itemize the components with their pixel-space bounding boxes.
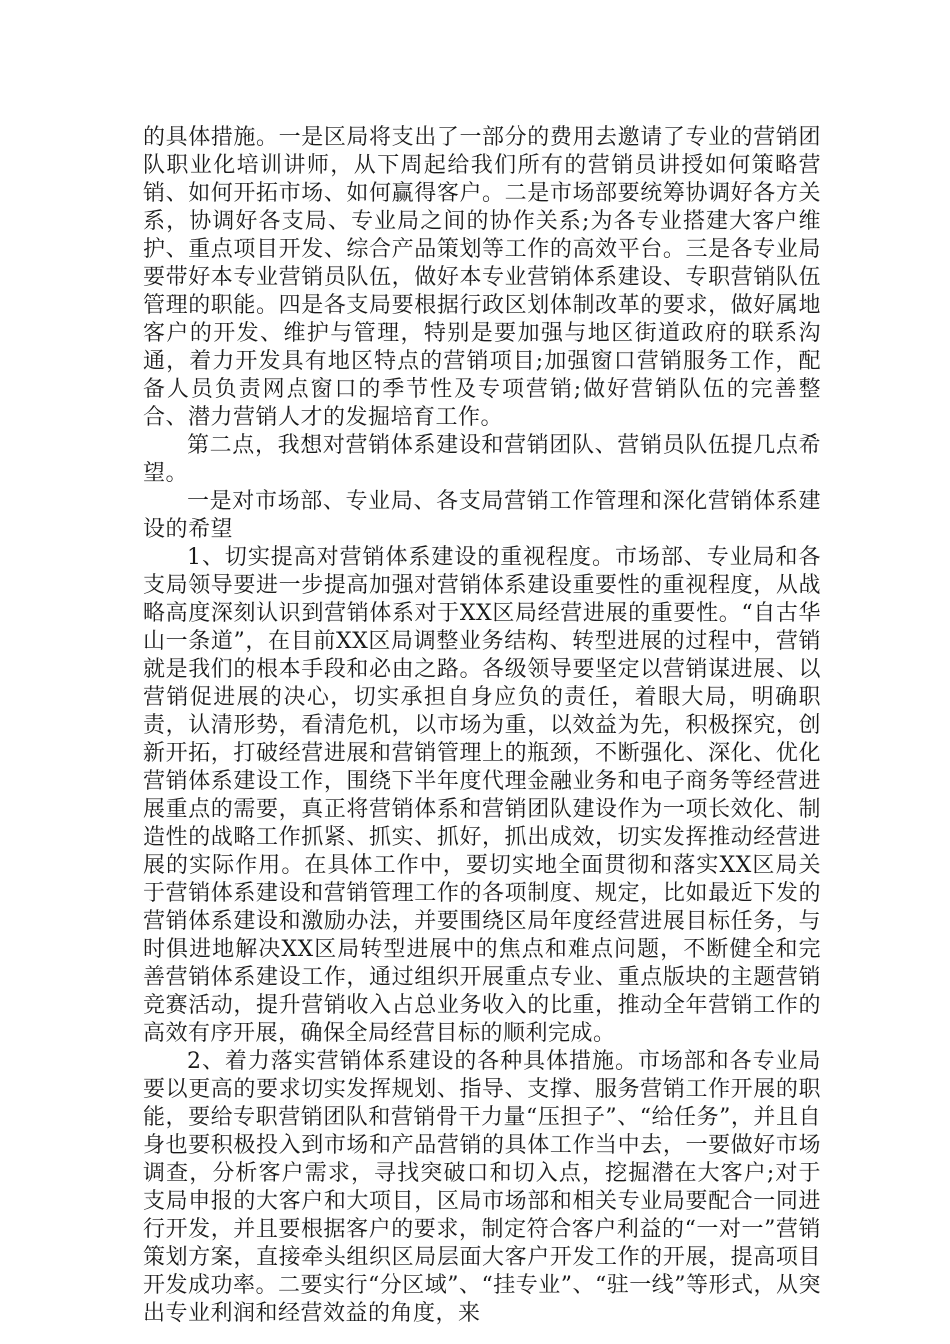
paragraph-item-1: 1、切实提高对营销体系建设的重视程度。市场部、专业局和各支局领导要进一步提高加强对营销体系建设重要性的重视程度，从战略高度深刻认识到营销体系对于XX区局经营进展的重要性。“自古华山一条道”，在目前XX区局调整业务结构、转型进展的过程中，营销就是我们的根本手段和必由之路。各级领导要坚定以营销谋进展、以营销促进展的决心，切实承担自身应负的责任，着眼大局，明确职责，认清形势，看清危机，以市场为重，以效益为先，积极探究，创新开拓，打破经营进展和营销管理上的瓶颈，不断强化、深化、优化营销体系建设工作，围绕下半年度代理金融业务和电子商务等经营进展重点的需要，真正将营销体系和营销团队建设作为一项长效化、制造性的战略工作抓紧、抓实、抓好，抓出成效，切实发挥推动经营进展的实际作用。在具体工作中，要切实地全面贯彻和落实XX区局关于营销体系建设和营销管理工作的各项制度、规定，比如最近下发的营销体系建设和激励办法，并要围绕区局年度经营进展目标任务，与时俱进地解决XX区局转型进展中的焦点和难点问题，不断健全和完善营销体系建设工作，通过组织开展重点专业、重点版块的主题营销竞赛活动，提升营销收入占总业务收入的比重，推动全年营销工作的高效有序开展，确保全局经营目标的顺利完成。	[143, 545, 821, 1046]
paragraph-second-point: 第二点，我想对营销体系建设和营销团队、营销员队伍提几点希望。	[143, 433, 821, 486]
paragraph-hope-heading: 一是对市场部、专业局、各支局营销工作管理和深化营销体系建设的希望	[143, 489, 821, 542]
document-body	[143, 124, 821, 1328]
paragraph-item-2: 2、着力落实营销体系建设的各种具体措施。市场部和各专业局要以更高的要求切实发挥规划、指导、支撑、服务营销工作开展的职能，要给专职营销团队和营销骨干力量“压担子”、“给任务”，并且自身也要积极投入到市场和产品营销的具体工作当中去，一要做好市场调查，分析客户需求，寻找突破口和切入点，挖掘潜在大客户;对于支局申报的大客户和大项目，区局市场部和相关专业局要配合一同进行开发，并且要根据客户的要求，制定符合客户利益的“一对一”营销策划方案，直接牵头组织区局层面大客户开发工作的开展，提高项目开发成功率。二要实行“分区域”、“挂专业”、“驻一线”等形式，从突出专业利润和经营效益的角度，来	[143, 1049, 821, 1326]
paragraph-specific-measures: 的具体措施。一是区局将支出了一部分的费用去邀请了专业的营销团队职业化培训讲师，从下周起给我们所有的营销员讲授如何策略营销、如何开拓市场、如何赢得客户。二是市场部要统筹协调好各方关系，协调好各支局、专业局之间的协作关系;为各专业搭建大客户维护、重点项目开发、综合产品策划等工作的高效平台。三是各专业局要带好本专业营销员队伍，做好本专业营销体系建设、专职营销队伍管理的职能。四是各支局要根据行政区划体制改革的要求，做好属地客户的开发、维护与管理，特别是要加强与地区街道政府的联系沟通，着力开发具有地区特点的营销项目;加强窗口营销服务工作，配备人员负责网点窗口的季节性及专项营销;做好营销队伍的完善整合、潜力营销人才的发掘培育工作。	[143, 125, 821, 430]
